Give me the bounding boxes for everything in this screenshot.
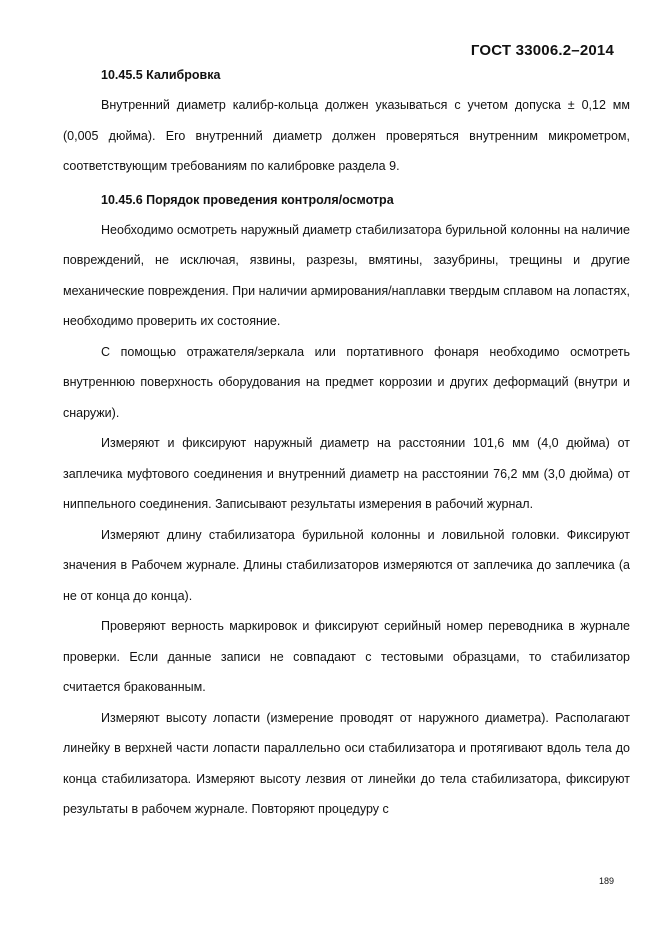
paragraph: Необходимо осмотреть наружный диаметр стабилизатора бурильной колонны на наличие повреждений, не исключая, язвины, разрезы, вмятины, зазубрины, трещины и другие механические повреждения. При наличии армирования/наплавки твердым сплавом на лопастях, необходимо проверить их состояние. <box>63 222 630 328</box>
section-heading: 10.45.5 Калибровка <box>101 68 221 82</box>
document-code: ГОСТ 33006.2–2014 <box>470 42 614 59</box>
document-body <box>63 64 630 825</box>
section-inspection-procedure <box>63 189 630 825</box>
paragraph: Внутренний диаметр калибр-кольца должен указываться с учетом допуска ± 0,12 мм (0,005 дюйма). Его внутренний диаметр должен проверяться внутренним микрометром, соответствующим требованиям по калибровке раздела 9. <box>63 98 630 173</box>
page-number: 189 <box>598 876 614 886</box>
section-calibration <box>63 64 630 182</box>
section-heading: 10.45.6 Порядок проведения контроля/осмотра <box>101 192 394 207</box>
paragraph: Измеряют высоту лопасти (измерение проводят от наружного диаметра). Располагают линейку в верхней части лопасти параллельно оси стабилизатора и протягивают вдоль тела до конца стабилизатора. Измеряют высоту лезвия от линейки до тела стабилизатора, фиксируют результаты в рабочем журнале. Повторяют процедуру с <box>63 710 630 816</box>
paragraph: Измеряют и фиксируют наружный диаметр на расстоянии 101,6 мм (4,0 дюйма) от заплечика муфтового соединения и внутренний диаметр на расстоянии 76,2 мм (3,0 дюйма) от ниппельного соединения. Записывают результаты измерения в рабочий журнал. <box>63 436 630 511</box>
paragraph: Проверяют верность маркировок и фиксируют серийный номер переводника в журнале проверки. Если данные записи не совпадают с тестовыми образцами, то стабилизатор считается бракованным. <box>63 619 630 694</box>
paragraph: Измеряют длину стабилизатора бурильной колонны и ловильной головки. Фиксируют значения в Рабочем журнале. Длины стабилизаторов измеряются от заплечика до заплечика (а не от конца до конца). <box>63 527 630 603</box>
paragraph: С помощью отражателя/зеркала или портативного фонаря необходимо осмотреть внутреннюю поверхность оборудования на предмет коррозии и других деформаций (внутри и снаружи). <box>63 344 630 420</box>
